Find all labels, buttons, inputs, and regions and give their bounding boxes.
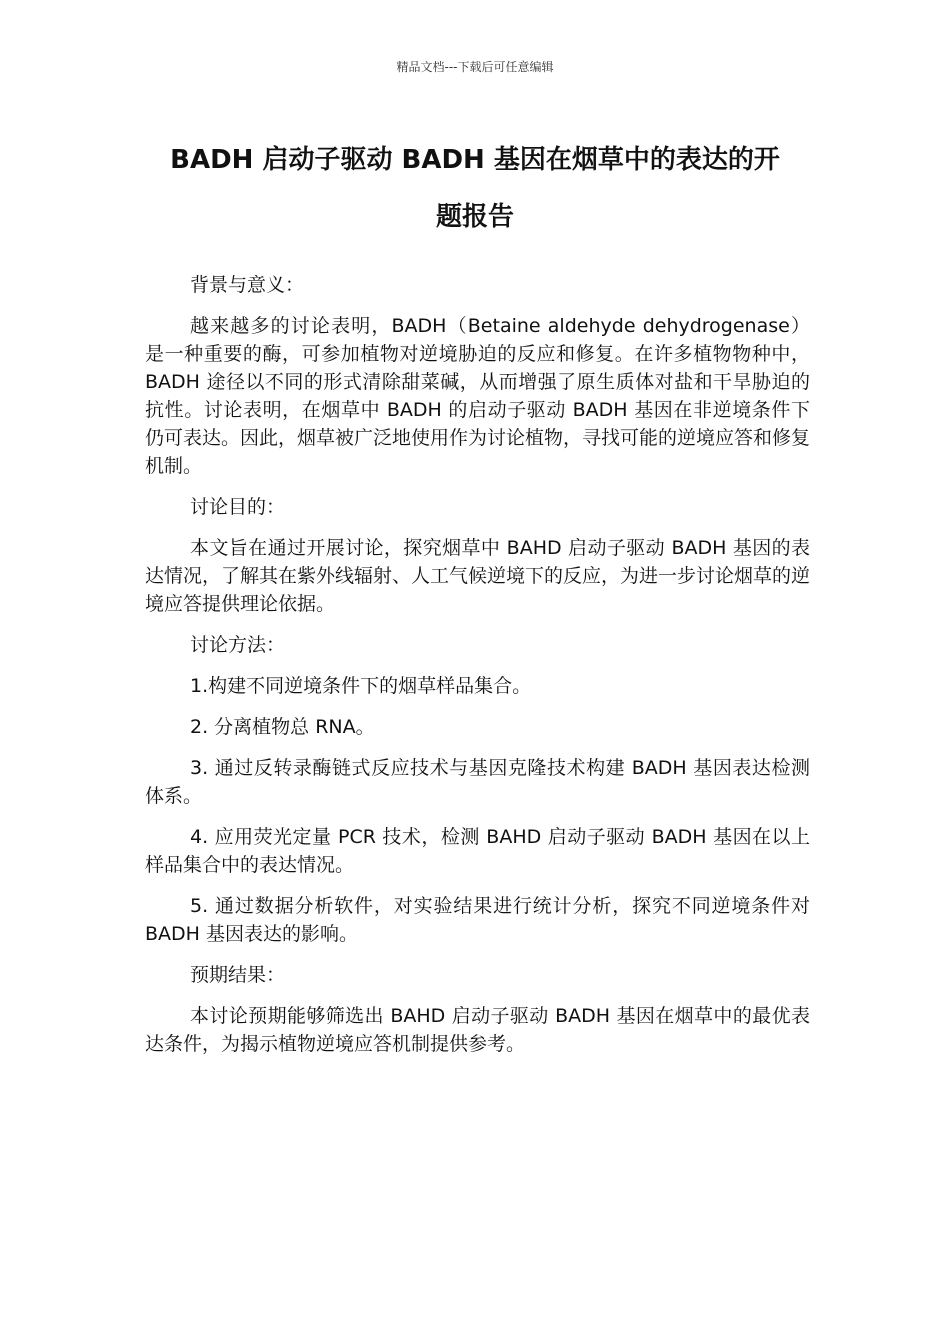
section-heading-background: 背景与意义： bbox=[190, 274, 305, 296]
purpose-paragraph: 本文旨在通过开展讨论，探究烟草中 BAHD 启动子驱动 BADH 基因的表达情况，了解其在紫外线辐射、人工气候逆境下的反应，为进一步讨论烟草的逆境应答提供理论依据。 bbox=[145, 537, 811, 615]
section-heading-purpose: 讨论目的： bbox=[190, 496, 286, 518]
method-step-1: 1.构建不同逆境条件下的烟草样品集合。 bbox=[190, 675, 532, 697]
results-paragraph: 本讨论预期能够筛选出 BAHD 启动子驱动 BADH 基因在烟草中的最优表达条件，为揭示植物逆境应答机制提供参考。 bbox=[145, 1005, 810, 1055]
method-step-3: 3. 通过反转录酶链式反应技术与基因克隆技术构建 BADH 基因表达检测体系。 bbox=[145, 757, 810, 807]
method-step-5: 5. 通过数据分析软件，对实验结果进行统计分析，探究不同逆境条件对 BADH 基因表达的影响。 bbox=[145, 895, 810, 945]
document-body bbox=[145, 271, 810, 1071]
document-title-line-1: BADH 启动子驱动 BADH 基因在烟草中的表达的开 bbox=[170, 145, 780, 175]
section-heading-methods: 讨论方法： bbox=[190, 634, 286, 656]
method-step-2: 2. 分离植物总 RNA。 bbox=[190, 716, 375, 738]
section-heading-results: 预期结果： bbox=[190, 964, 286, 986]
page-header: 精品文档---下载后可任意编辑 bbox=[396, 60, 554, 74]
document-title-line-2: 题报告 bbox=[435, 202, 514, 232]
document-title bbox=[145, 132, 805, 246]
background-paragraph: 越来越多的讨论表明，BADH（Betaine aldehyde dehydrogenase）是一种重要的酶，可参加植物对逆境胁迫的反应和修复。在许多植物物种中，BADH 途径以不同的形式清除甜菜碱，从而增强了原生质体对盐和干旱胁迫的抗性。讨论表明，在烟草中 BADH 的启动子驱动 BADH 基因在非逆境条件下仍可表达。因此，烟草被广泛地使用作为讨论植物，寻找可能的逆境应答和修复机制。 bbox=[145, 315, 811, 477]
method-step-4: 4. 应用荧光定量 PCR 技术，检测 BAHD 启动子驱动 BADH 基因在以上样品集合中的表达情况。 bbox=[145, 826, 810, 876]
